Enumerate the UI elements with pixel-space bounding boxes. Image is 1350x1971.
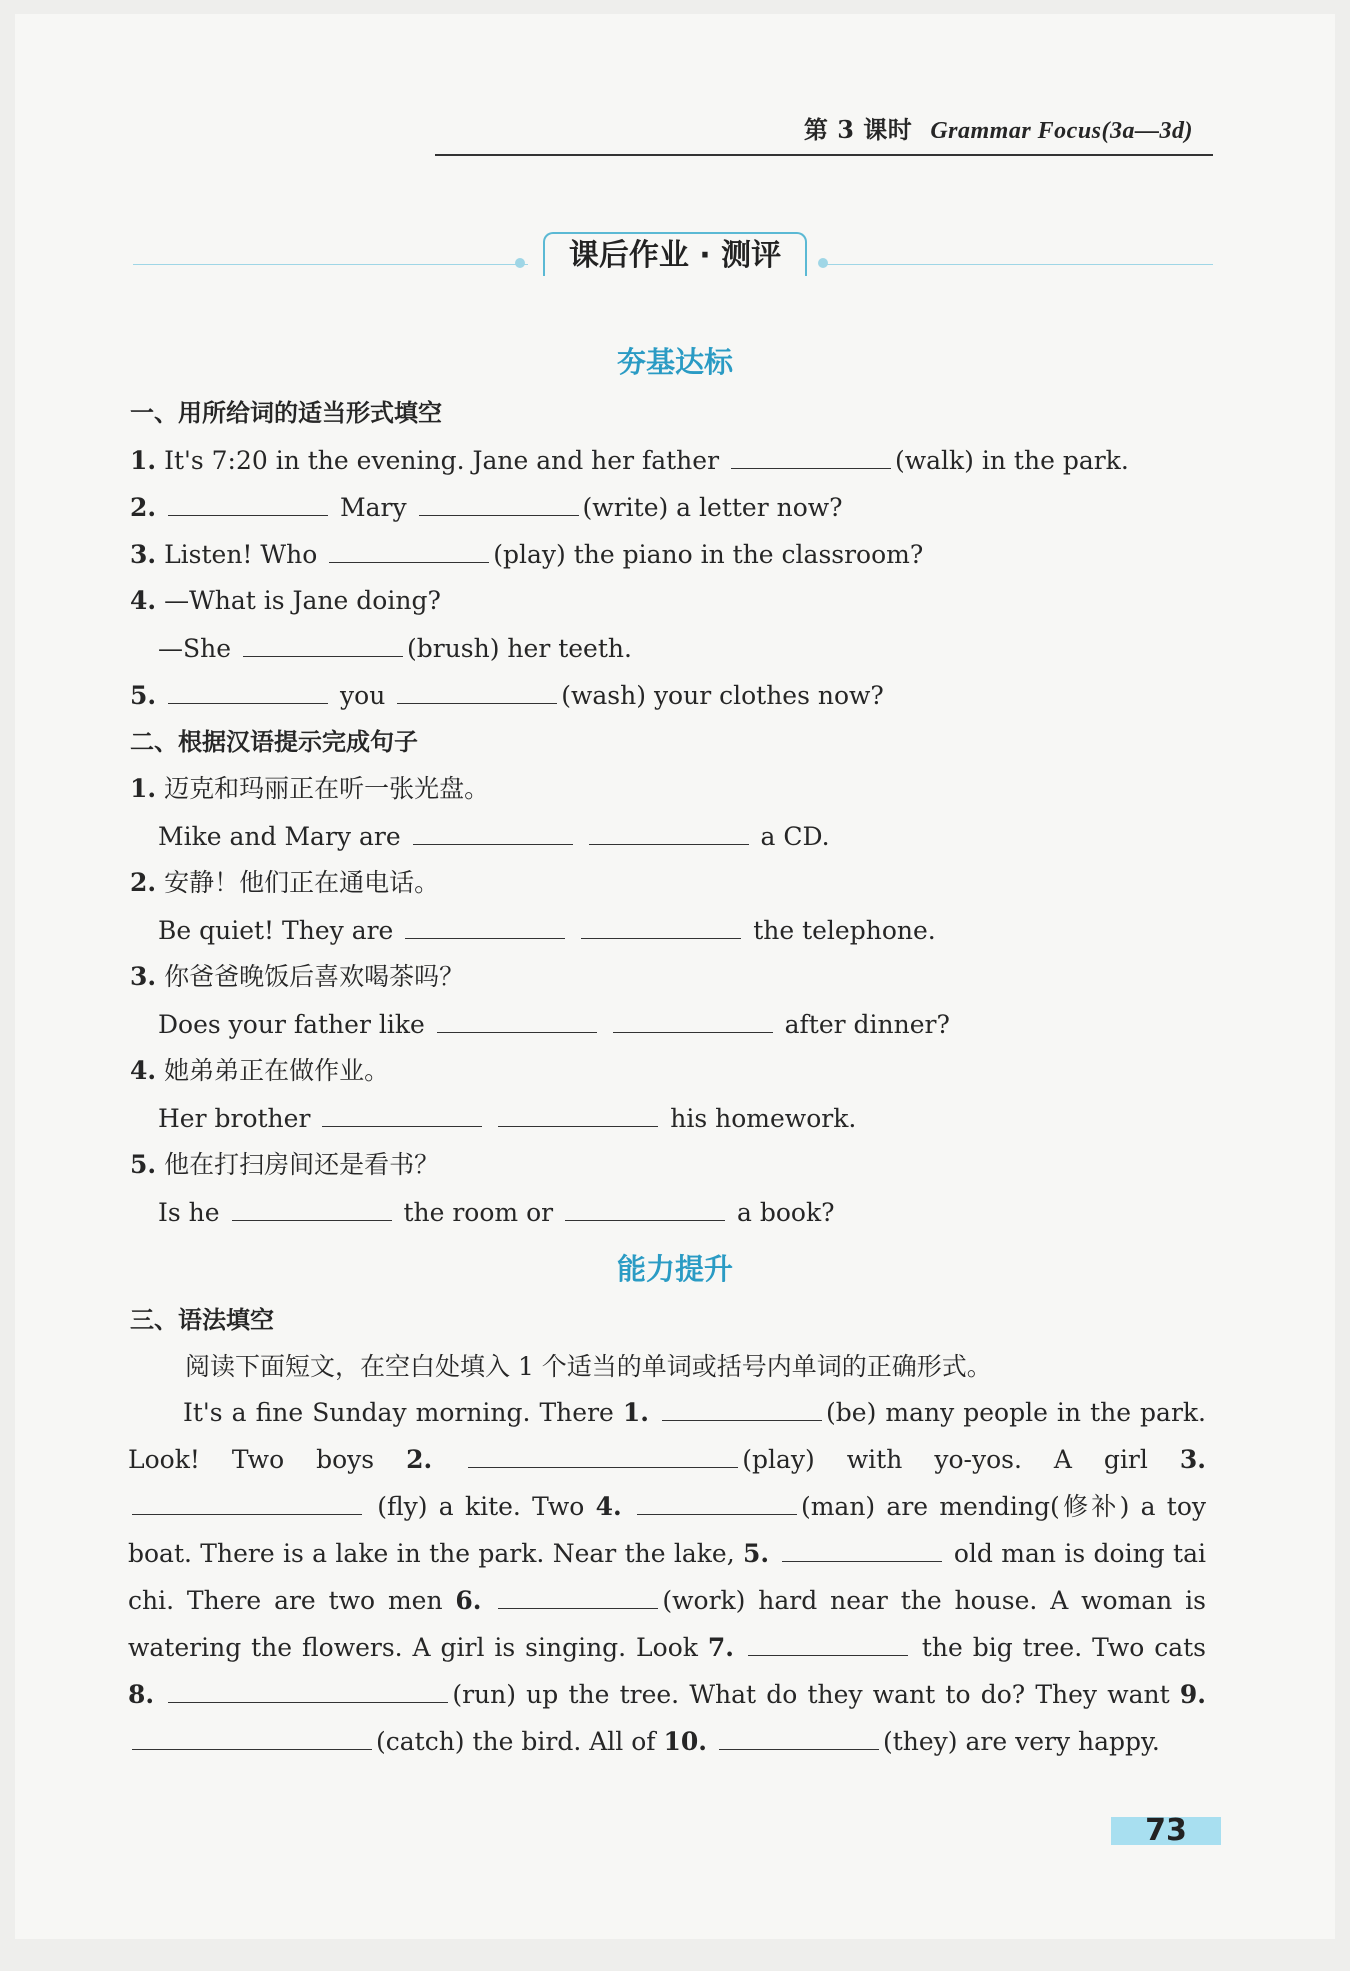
answer-blank[interactable]: [413, 820, 573, 845]
cloze-passage: It's a fine Sunday morning. There 1. (be) many people in the park. Look! Two boys 2. (play) with yo-yos. A girl 3. (fly) a kite. Two 4. (man) are mending(修补) a toy boat. There is a lake in the park. Near the lake, 5. old man is doing tai chi. There are two men 6. (work) hard near the house. A woman is watering the flowers. A girl is singing. Look 7. the big tree. Two cats 8. (run) up the tree. What do they want to do? They want 9. (catch) the bird. All of 10. (they) are very happy.: [128, 1398, 1207, 1756]
answer-blank[interactable]: [498, 1102, 658, 1127]
answer-blank[interactable]: [613, 1008, 773, 1033]
part2-q2-cn: 2. 安静！他们正在通电话。: [130, 868, 440, 897]
header-rule: [435, 154, 1213, 156]
section-title-basic: 夯基达标: [616, 345, 733, 379]
part1-q3: 3. Listen! Who (play) the piano in the classroom?: [130, 540, 924, 569]
part2-q4-cn: 4. 她弟弟正在做作业。: [130, 1056, 390, 1085]
banner-line-left: [133, 264, 528, 265]
answer-blank[interactable]: [243, 632, 403, 657]
part2-q3-cn: 3. 你爸爸晚饭后喜欢喝茶吗？: [130, 962, 465, 991]
part1-q4: 4. —What is Jane doing?: [130, 586, 441, 615]
banner-dot-left: [515, 258, 525, 268]
answer-blank[interactable]: [637, 1490, 797, 1515]
lesson-label: 第 3 课时: [803, 115, 913, 144]
answer-blank[interactable]: [397, 679, 557, 704]
answer-blank[interactable]: [132, 1490, 362, 1515]
answer-blank[interactable]: [498, 1584, 658, 1609]
answer-blank[interactable]: [132, 1725, 372, 1750]
homework-banner: 课后作业 · 测评: [543, 232, 807, 276]
part1-q5: 5. you (wash) your clothes now?: [130, 681, 884, 710]
part2-title: 二、根据汉语提示完成句子: [130, 728, 418, 756]
answer-blank[interactable]: [232, 1196, 392, 1221]
answer-blank[interactable]: [468, 1443, 738, 1468]
answer-blank[interactable]: [662, 1396, 822, 1421]
part1-q1: 1. It's 7:20 in the evening. Jane and her father (walk) in the park.: [130, 446, 1129, 475]
page-number: 73: [1111, 1817, 1221, 1845]
answer-blank[interactable]: [565, 1196, 725, 1221]
answer-blank[interactable]: [405, 914, 565, 939]
answer-blank[interactable]: [168, 679, 328, 704]
part3-title: 三、语法填空: [130, 1306, 274, 1334]
part1-q2: 2. Mary (write) a letter now?: [130, 493, 843, 522]
part2-q5-cn: 5. 他在打扫房间还是看书？: [130, 1150, 440, 1179]
answer-blank[interactable]: [782, 1537, 942, 1562]
lesson-topic: Grammar Focus(3a—3d): [930, 118, 1193, 144]
section-title-advanced: 能力提升: [616, 1252, 733, 1286]
answer-blank[interactable]: [731, 444, 891, 469]
banner-dot-right: [818, 258, 828, 268]
answer-blank[interactable]: [329, 538, 489, 563]
answer-blank[interactable]: [719, 1725, 879, 1750]
part2-q3-en: Does your father like after dinner?: [158, 1010, 950, 1039]
answer-blank[interactable]: [748, 1631, 908, 1656]
page-header: [804, 110, 1193, 145]
part1-title: 一、用所给词的适当形式填空: [130, 399, 442, 427]
part2-q5-en: Is he the room or a book?: [158, 1198, 835, 1227]
answer-blank[interactable]: [168, 1678, 448, 1703]
banner-line-right: [827, 264, 1213, 265]
answer-blank[interactable]: [437, 1008, 597, 1033]
workbook-page: [15, 14, 1335, 1939]
answer-blank[interactable]: [589, 820, 749, 845]
part1-q4-answer: —She (brush) her teeth.: [158, 634, 632, 663]
answer-blank[interactable]: [322, 1102, 482, 1127]
part3-instruction: 阅读下面短文，在空白处填入 1 个适当的单词或括号内单词的正确形式。: [185, 1352, 992, 1381]
part2-q4-en: Her brother his homework.: [158, 1104, 857, 1133]
answer-blank[interactable]: [168, 491, 328, 516]
part2-q1-cn: 1. 迈克和玛丽正在听一张光盘。: [130, 774, 490, 803]
answer-blank[interactable]: [419, 491, 579, 516]
answer-blank[interactable]: [581, 914, 741, 939]
part2-q2-en: Be quiet! They are the telephone.: [158, 916, 936, 945]
part2-q1-en: Mike and Mary are a CD.: [158, 822, 830, 851]
